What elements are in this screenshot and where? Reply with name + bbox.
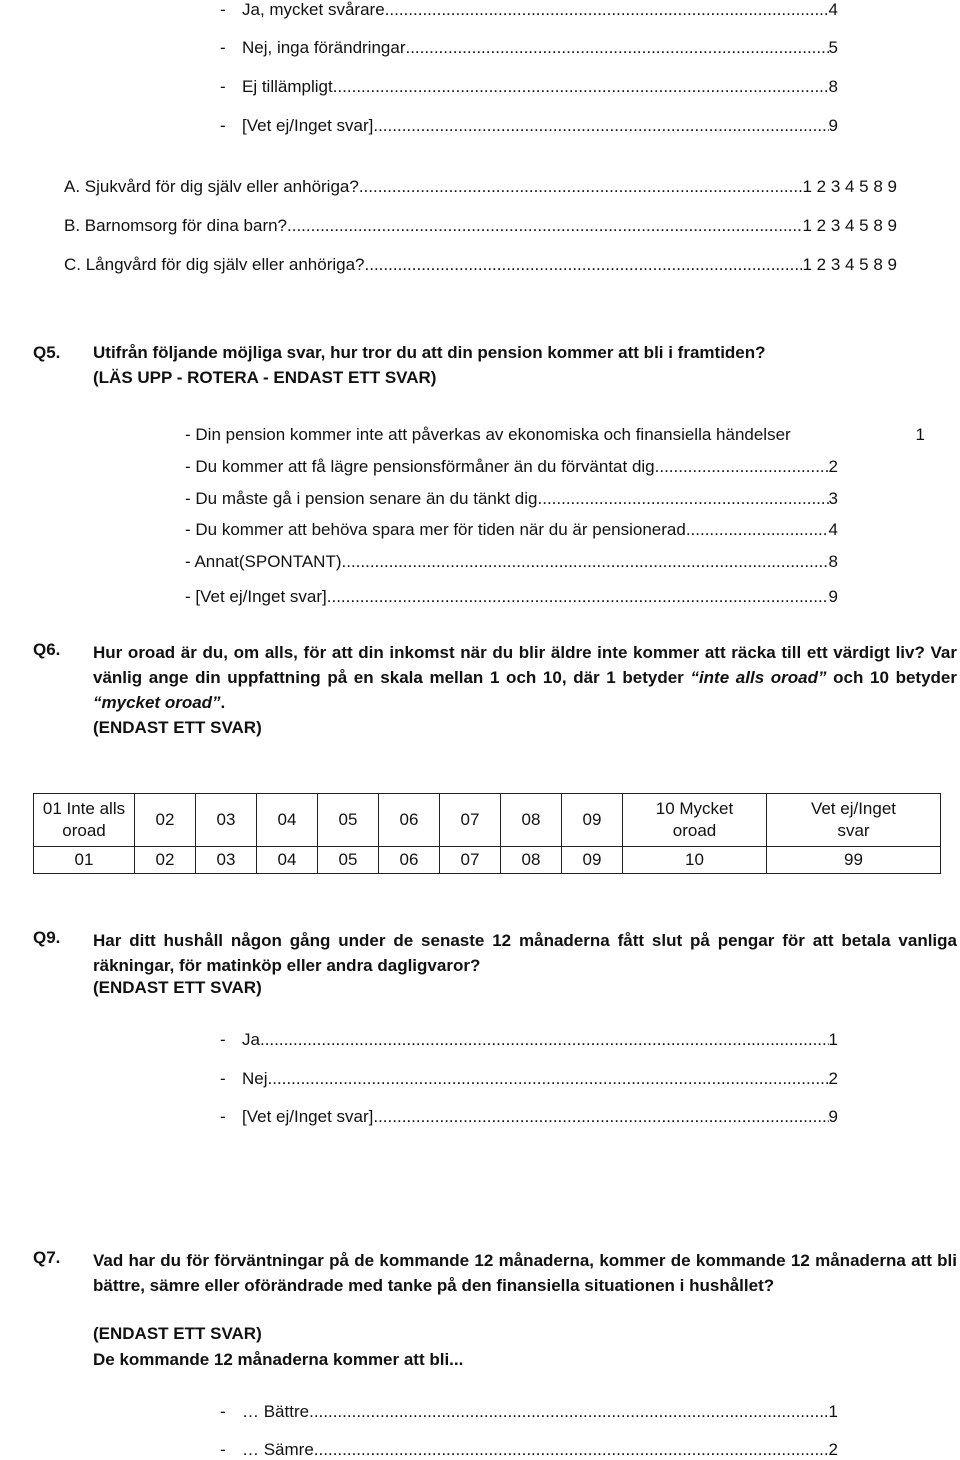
option-code: 2 [828, 457, 838, 476]
question-number: Q9. [33, 928, 61, 947]
scale-header-row [34, 794, 941, 847]
option-label: … Bättre [242, 1402, 310, 1421]
scale-header-cell: 07 [440, 794, 501, 847]
option-dash: - [220, 1030, 226, 1049]
scale-code-cell[interactable]: 07 [440, 847, 501, 874]
option-code: 4 [828, 520, 838, 539]
scale-header-cell: 02 [135, 794, 196, 847]
header-line: 10 Mycket [655, 799, 734, 818]
option-label: - Du kommer att få lägre pensionsförmåner än du förväntat dig [185, 457, 655, 476]
option-label: Nej, inga förändringar [242, 38, 406, 57]
option-code: 2 [828, 1069, 838, 1088]
answer-option[interactable] [220, 1440, 838, 1460]
scale-header-cell [34, 794, 135, 847]
scale-code-cell[interactable]: 08 [501, 847, 562, 874]
option-label: Nej [242, 1069, 268, 1088]
option-label: - [Vet ej/Inget svar] [185, 587, 327, 606]
scale-header-cell: 03 [196, 794, 257, 847]
leader-dots [342, 552, 829, 572]
option-code: 9 [828, 1107, 838, 1126]
option-label: - Du kommer att behöva spara mer för tiden när du är pensionerad [185, 520, 686, 539]
option-dash: - [220, 1402, 226, 1421]
question-number: Q7. [33, 1248, 61, 1267]
question-number: Q6. [33, 640, 61, 659]
option-label: Ja [242, 1030, 260, 1049]
answer-option[interactable] [220, 1107, 838, 1127]
question-text: Har ditt hushåll någon gång under de senaste 12 månaderna fått slut på pengar för att betala vanliga räkningar, för matinköp eller andra dagligvaror? [93, 931, 957, 975]
leader-dots [309, 1402, 828, 1422]
leader-dots [405, 38, 828, 58]
answer-option[interactable] [185, 587, 838, 607]
scale-code-cell[interactable]: 10 [623, 847, 767, 874]
leader-dots [268, 1069, 829, 1089]
scale-header-cell: 04 [257, 794, 318, 847]
option-code: 1 [828, 1030, 838, 1049]
option-code: 3 [828, 489, 838, 508]
option-dash: - [220, 1440, 226, 1459]
scale-code-cell[interactable]: 04 [257, 847, 318, 874]
option-dash: - [220, 1069, 226, 1088]
header-line: oroad [62, 821, 106, 840]
item-label: B. Barnomsorg för dina barn? [64, 216, 288, 235]
answer-option[interactable] [220, 116, 838, 136]
option-dash: - [220, 77, 226, 96]
scale-code-cell[interactable]: 09 [562, 847, 623, 874]
option-dash: - [220, 116, 226, 135]
answer-option[interactable] [220, 1030, 838, 1050]
answer-option[interactable] [220, 0, 838, 20]
leader-dots [373, 1107, 828, 1127]
item-label: C. Långvård för dig själv eller anhöriga? [64, 255, 365, 274]
option-code: 9 [828, 587, 838, 606]
question-text: Utifrån följande möjliga svar, hur tror du att din pension kommer att bli i framtiden? [93, 343, 766, 362]
leader-dots [260, 1030, 829, 1050]
item-row [64, 255, 897, 275]
option-label: - Du måste gå i pension senare än du tänkt dig [185, 489, 538, 508]
item-codes: 1 2 3 4 5 8 9 [802, 177, 897, 196]
question-lead-text: De kommande 12 månaderna kommer att bli... [93, 1350, 464, 1369]
answer-option[interactable] [185, 489, 838, 509]
leader-dots [385, 0, 829, 20]
leader-dots [314, 1440, 829, 1460]
question-instruction: (ENDAST ETT SVAR) [93, 1324, 262, 1343]
option-code: 4 [828, 0, 838, 19]
option-label: - Din pension kommer inte att påverkas av ekonomiska och finansiella händelser [185, 425, 791, 444]
question-text [93, 640, 957, 715]
option-label: [Vet ej/Inget svar] [242, 116, 374, 135]
scale-code-cell[interactable]: 02 [135, 847, 196, 874]
scale-header-cell: 09 [562, 794, 623, 847]
answer-option[interactable] [220, 38, 838, 58]
scale-header-cell: 05 [318, 794, 379, 847]
leader-dots [365, 255, 803, 275]
question-number: Q5. [33, 343, 61, 362]
question-instruction: (LÄS UPP - ROTERA - ENDAST ETT SVAR) [93, 368, 437, 387]
scale-header-cell: 08 [501, 794, 562, 847]
quoted-anchor-low: “inte alls oroad” [690, 668, 827, 687]
option-label: Ja, mycket svårare [242, 0, 385, 19]
scale-code-cell[interactable]: 01 [34, 847, 135, 874]
answer-option[interactable] [185, 425, 925, 445]
answer-option[interactable] [185, 552, 838, 572]
item-row [64, 216, 897, 236]
option-code: 1 [915, 425, 925, 444]
question-instruction: (ENDAST ETT SVAR) [93, 978, 262, 997]
leader-dots [538, 489, 829, 509]
leader-dots [373, 116, 828, 136]
question-instruction: (ENDAST ETT SVAR) [93, 718, 262, 737]
leader-dots [287, 216, 802, 236]
option-dash: - [220, 1107, 226, 1126]
option-dash: - [220, 38, 226, 57]
option-label: - Annat(SPONTANT) [185, 552, 342, 571]
answer-option[interactable] [220, 1069, 838, 1089]
option-code: 9 [828, 116, 838, 135]
item-row [64, 177, 897, 197]
option-code: 1 [828, 1402, 838, 1421]
header-line: 01 Inte alls [42, 799, 126, 818]
option-dash: - [220, 0, 226, 19]
quoted-anchor-high: “mycket oroad” [93, 693, 221, 712]
anchor-high-text: mycket oroad [101, 693, 213, 712]
scale-code-cell[interactable]: 03 [196, 847, 257, 874]
leader-dots [327, 587, 829, 607]
anchor-low-text: inte alls oroad [698, 668, 819, 687]
option-code: 8 [828, 77, 838, 96]
scale-header-cell: 06 [379, 794, 440, 847]
item-codes: 1 2 3 4 5 8 9 [802, 216, 897, 235]
answer-option[interactable] [185, 520, 838, 540]
header-line: Vet ej/Inget [810, 799, 897, 818]
leader-dots [686, 520, 829, 540]
header-line: oroad [672, 821, 717, 840]
rating-scale-table [33, 793, 941, 874]
option-code: 2 [828, 1440, 838, 1459]
answer-option[interactable] [220, 77, 838, 97]
item-codes: 1 2 3 4 5 8 9 [802, 255, 897, 274]
option-label: … Sämre [242, 1440, 314, 1459]
scale-header-cell [623, 794, 767, 847]
option-label: [Vet ej/Inget svar] [242, 1107, 374, 1126]
option-label: Ej tillämpligt [242, 77, 333, 96]
scale-header-cell [767, 794, 941, 847]
answer-option[interactable] [220, 1402, 838, 1422]
leader-dots [359, 177, 803, 197]
header-line: svar [837, 821, 870, 840]
scale-code-cell[interactable]: 05 [318, 847, 379, 874]
scale-code-cell[interactable]: 06 [379, 847, 440, 874]
option-code: 5 [828, 38, 838, 57]
item-label: A. Sjukvård för dig själv eller anhöriga? [64, 177, 359, 196]
leader-dots [333, 77, 829, 97]
question-text-part: Hur oroad är du, om alls, för att din inkomst när du blir äldre inte kommer att räcka till ett värdigt liv? Var vänlig ange din uppfattning på en skala mellan 1 och 10, där 1 betyder [93, 643, 957, 687]
scale-code-cell[interactable]: 99 [767, 847, 941, 874]
question-text-part: och 10 betyder [826, 668, 957, 687]
option-code: 8 [828, 552, 838, 571]
answer-option[interactable] [185, 457, 838, 477]
question-text-part: . [220, 693, 226, 712]
question-text: Vad har du för förväntningar på de kommande 12 månaderna, kommer de kommande 12 månaderna att bli bättre, sämre eller oförändrade med tanke på den finansiella situationen i hushållet? [93, 1251, 957, 1295]
leader-dots [655, 457, 829, 477]
scale-code-row [34, 847, 941, 874]
